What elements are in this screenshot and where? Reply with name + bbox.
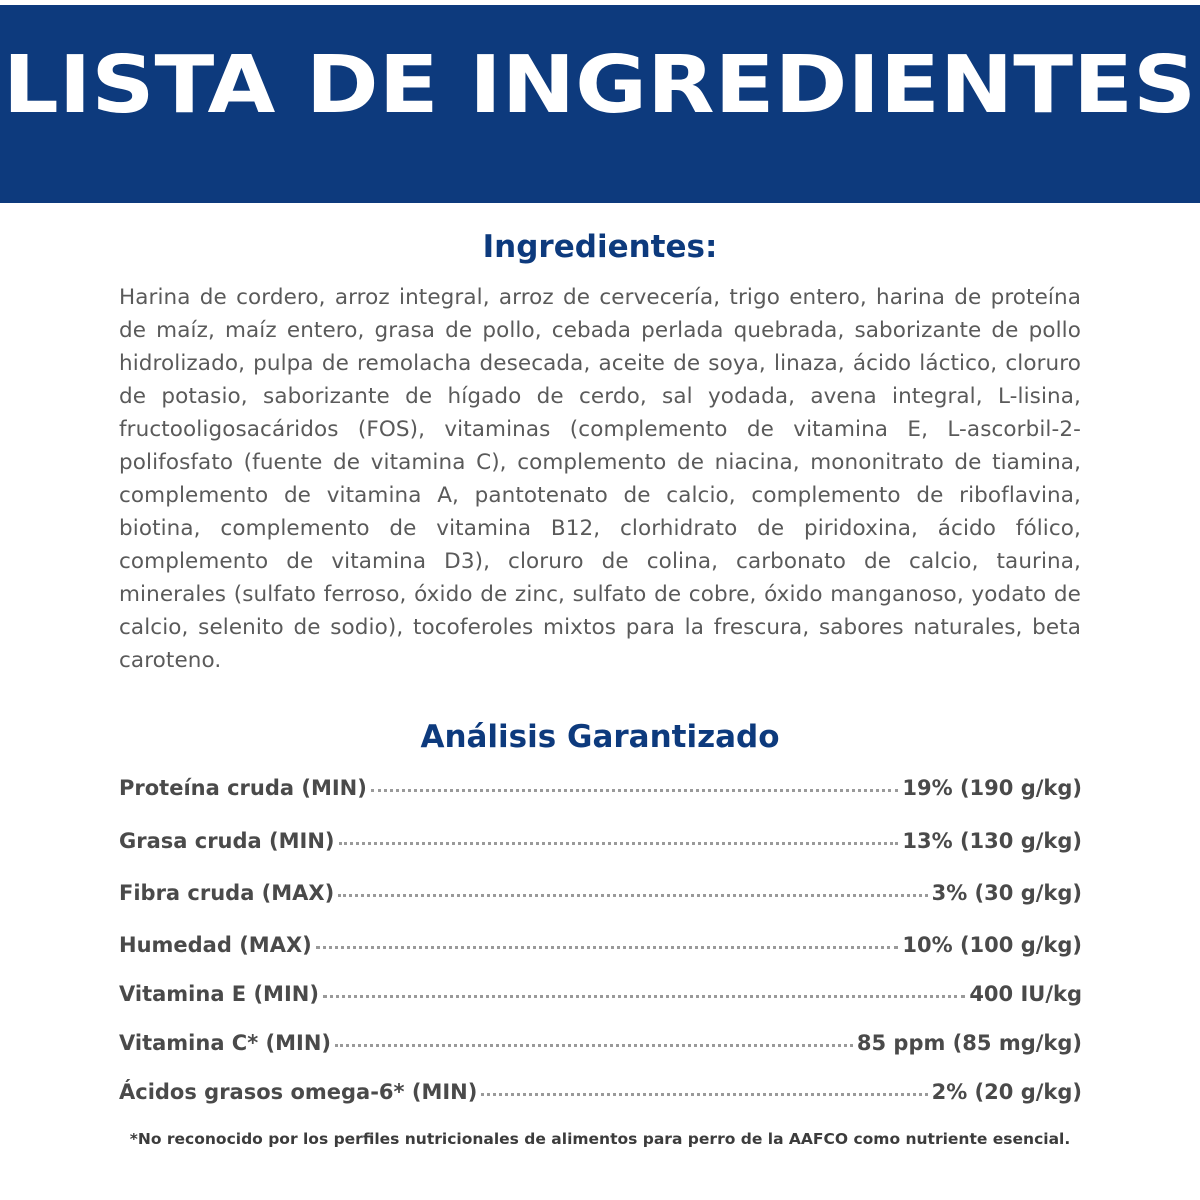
analysis-row-omega-6 [119,1080,1082,1116]
guaranteed-analysis-heading: Análisis Garantizado [420,719,780,755]
analysis-row-crude-fiber [119,881,1082,917]
dot-leader [338,894,927,897]
analysis-label: Fibra cruda (MAX) [119,881,335,905]
analysis-label: Grasa cruda (MIN) [119,829,335,853]
analysis-row-crude-protein [119,776,1082,812]
analysis-label: Proteína cruda (MIN) [119,776,367,800]
analysis-row-crude-fat [119,829,1082,865]
dot-leader [481,1093,927,1096]
dot-leader [323,995,965,998]
analysis-row-vitamin-e [119,982,1082,1018]
analysis-row-vitamin-c [119,1031,1082,1067]
page-title: LISTA DE INGREDIENTES [3,38,1197,131]
analysis-value: 400 IU/kg [969,982,1082,1006]
analysis-row-moisture [119,933,1082,969]
dot-leader [316,946,899,949]
analysis-value: 2% (20 g/kg) [931,1080,1082,1104]
analysis-label: Humedad (MAX) [119,933,312,957]
dot-leader [371,789,899,792]
analysis-label: Vitamina C* (MIN) [119,1031,331,1055]
analysis-value: 13% (130 g/kg) [902,829,1082,853]
analysis-value: 3% (30 g/kg) [931,881,1082,905]
aafco-footnote: *No reconocido por los perfiles nutricionales de alimentos para perro de la AAFCO como nutriente esencial. [129,1130,1071,1148]
dot-leader [335,1044,853,1047]
analysis-value: 85 ppm (85 mg/kg) [856,1031,1082,1055]
title-banner [0,5,1200,203]
analysis-label: Vitamina E (MIN) [119,982,319,1006]
analysis-label: Ácidos grasos omega-6* (MIN) [119,1080,478,1104]
analysis-value: 10% (100 g/kg) [902,933,1082,957]
dot-leader [339,842,899,845]
ingredients-heading: Ingredientes: [482,229,718,265]
ingredients-list: Harina de cordero, arroz integral, arroz de cervecería, trigo entero, harina de proteína de maíz, maíz entero, grasa de pollo, cebada perlada quebrada, saborizante de pollo hidrolizado, pulpa de remolacha desecada, aceite de soya, linaza, ácido láctico, cloruro de potasio, saborizante de hígado de cerdo, sal yodada, avena integral, L-lisina, fructooligosacáridos (FOS), vitaminas (complemento de vitamina E, L-ascorbil-2-polifosfato (fuente de vitamina C), complemento de niacina, mononitrato de tiamina, complemento de vitamina A, pantotenato de calcio, complemento de riboflavina, biotina, complemento de vitamina B12, clorhidrato de piridoxina, ácido fólico, complemento de vitamina D3), cloruro de colina, carbonato de calcio, taurina, minerales (sulfato ferroso, óxido de zinc, sulfato de cobre, óxido manganoso, yodato de calcio, selenito de sodio), tocoferoles mixtos para la frescura, sabores naturales, beta caroteno. [119,285,1081,673]
analysis-value: 19% (190 g/kg) [902,776,1082,800]
